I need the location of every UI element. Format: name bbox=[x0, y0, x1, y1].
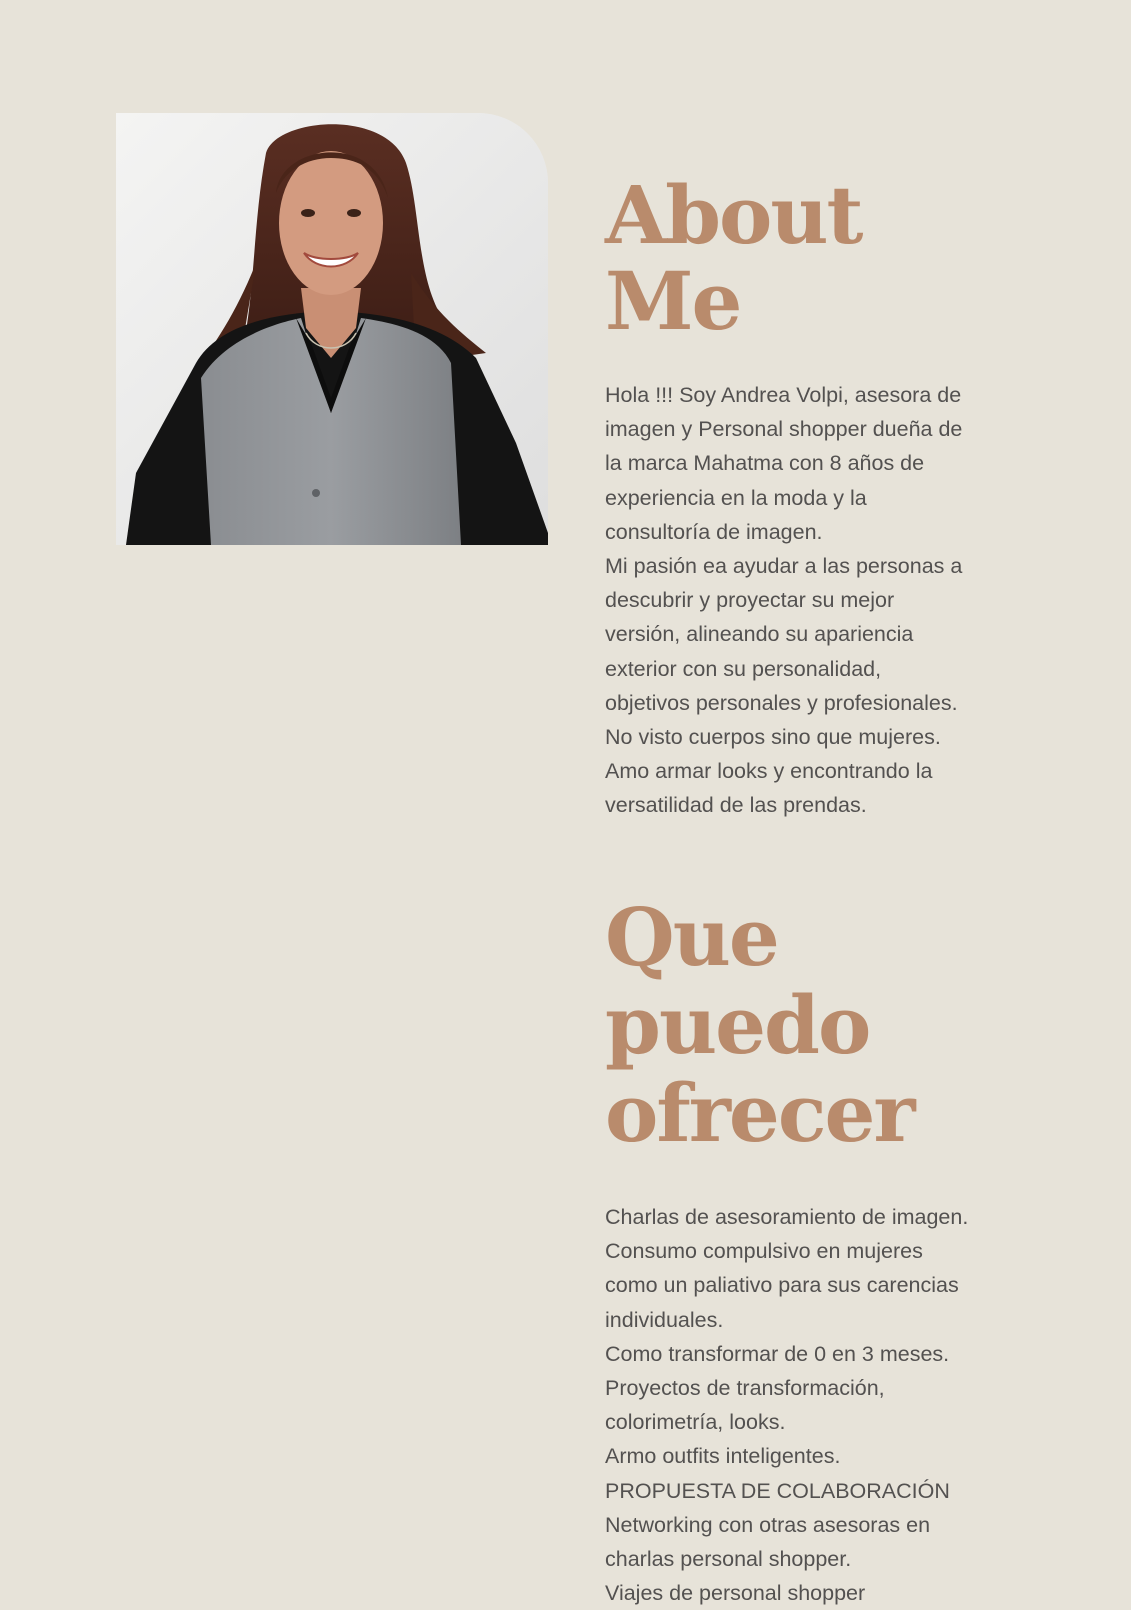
offer-heading bbox=[605, 890, 1035, 1160]
about-heading bbox=[605, 168, 1035, 348]
offer-text-line: como un paliativo para sus carencias bbox=[605, 1273, 959, 1298]
offer-text-line: individuales. bbox=[605, 1307, 724, 1332]
about-text-line: descubrir y proyectar su mejor bbox=[605, 588, 895, 613]
about-text bbox=[605, 378, 1035, 823]
about-text-line: exterior con su personalidad, bbox=[605, 656, 882, 681]
offer-text-line: Charlas de asesoramiento de imagen. bbox=[605, 1205, 969, 1229]
about-text-line: Amo armar looks y encontrando la bbox=[605, 759, 933, 784]
portrait-illustration bbox=[116, 113, 548, 545]
about-heading-line: About bbox=[605, 168, 862, 262]
about-text-line: la marca Mahatma con 8 años de bbox=[605, 451, 925, 476]
about-text-line: experiencia en la moda y la bbox=[605, 485, 867, 510]
offer-text bbox=[605, 1200, 1035, 1610]
about-text-line: versatilidad de las prendas. bbox=[605, 793, 867, 818]
about-heading-line: Me bbox=[605, 254, 741, 348]
offer-heading-line: ofrecer bbox=[605, 1066, 914, 1160]
offer-text-line: Networking con otras asesoras en bbox=[605, 1512, 931, 1537]
offer-text-line: colorimetría, looks. bbox=[605, 1410, 786, 1435]
about-text-line: Hola !!! Soy Andrea Volpi, asesora de bbox=[605, 383, 962, 407]
offer-heading-line: puedo bbox=[605, 978, 870, 1072]
offer-text-line: charlas personal shopper. bbox=[605, 1547, 852, 1572]
offer-text-line: Como transformar de 0 en 3 meses. bbox=[605, 1341, 950, 1366]
about-text-line: objetivos personales y profesionales. bbox=[605, 690, 958, 715]
profile-photo bbox=[116, 113, 548, 545]
about-text-line: consultoría de imagen. bbox=[605, 519, 823, 544]
offer-text-line: Consumo compulsivo en mujeres bbox=[605, 1239, 923, 1264]
about-text-line: Mi pasión ea ayudar a las personas a bbox=[605, 554, 963, 579]
offer-heading-line: Que bbox=[605, 890, 778, 984]
offer-text-line: Viajes de personal shopper bbox=[605, 1581, 866, 1606]
offer-text-line: PROPUESTA DE COLABORACIÓN bbox=[605, 1478, 950, 1503]
about-text-line: No visto cuerpos sino que mujeres. bbox=[605, 725, 941, 750]
offer-text-line: Armo outfits inteligentes. bbox=[605, 1444, 841, 1469]
offer-text-line: Proyectos de transformación, bbox=[605, 1376, 885, 1401]
about-text-line: versión, alineando su apariencia bbox=[605, 622, 914, 647]
about-text-line: imagen y Personal shopper dueña de bbox=[605, 417, 963, 442]
